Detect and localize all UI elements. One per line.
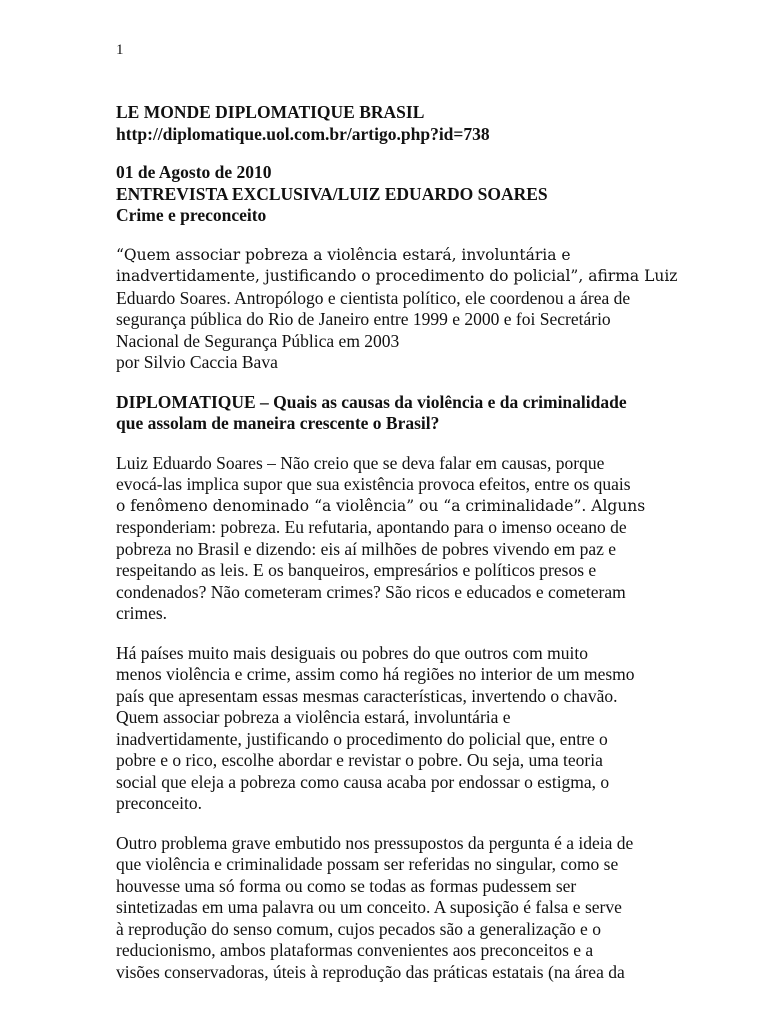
paragraph-line: pobre e o rico, escolhe abordar e revistar o pobre. Ou seja, uma teoria	[116, 750, 603, 770]
lead-line: Eduardo Soares. Antropólogo e cientista político, ele coordenou a área de	[116, 287, 631, 308]
paragraph-line: Outro problema grave embutido nos pressupostos da pergunta é a ideia de	[116, 832, 634, 853]
paragraph-line: o fenômeno denominado “a violência” ou “a criminalidade”. Alguns	[116, 496, 646, 515]
paragraph-line: inadvertidamente, justificando o procedimento do policial que, entre o	[116, 728, 608, 749]
question-line: DIPLOMATIQUE – Quais as causas da violência e da criminalidade	[116, 391, 627, 412]
paragraph-line: pobreza no Brasil e dizendo: eis aí milhões de pobres vivendo em paz e	[116, 538, 617, 559]
paragraph-line: visões conservadoras, úteis à reprodução das práticas estatais (na área da	[116, 961, 625, 982]
paragraph-line: responderiam: pobreza. Eu refutaria, apontando para o imenso oceano de	[116, 517, 627, 537]
article-section: ENTREVISTA EXCLUSIVA/LUIZ EDUARDO SOARES	[116, 183, 548, 204]
article-heading	[116, 162, 656, 227]
paragraph-line: reducionismo, ambos plataformas convenientes aos preconceitos e a	[116, 940, 594, 960]
paragraph-line: respeitando as leis. E os banqueiros, empresários e políticos presos e	[116, 560, 597, 580]
paragraph-line: crimes.	[116, 603, 168, 623]
paragraph-line: Luiz Eduardo Soares – Não creio que se deva falar em causas, porque	[116, 452, 605, 473]
article-lead	[116, 245, 678, 374]
article-date: 01 de Agosto de 2010	[116, 162, 272, 182]
article-content	[116, 102, 678, 1001]
article-title: Crime e preconceito	[116, 205, 267, 225]
paragraph-line: preconceito.	[116, 793, 202, 813]
article-url: http://diplomatique.uol.com.br/artigo.php?id=738	[116, 123, 490, 144]
paragraph-line: que violência e criminalidade possam ser referidas no singular, como se	[116, 854, 619, 874]
interview-question	[116, 392, 656, 435]
publication-header	[116, 102, 656, 145]
paragraph-line: Há países muito mais desiguais ou pobres do que outros com muito	[116, 642, 588, 663]
paragraph-line: houvesse uma só forma ou como se todas as formas pudessem ser	[116, 875, 577, 896]
answer-paragraph	[116, 833, 656, 984]
page-number: 1	[116, 42, 124, 58]
answer-paragraph	[116, 643, 656, 815]
publication-name: LE MONDE DIPLOMATIQUE BRASIL	[116, 102, 425, 122]
paragraph-line: menos violência e crime, assim como há regiões no interior de um mesmo	[116, 664, 635, 684]
lead-line: inadvertidamente, justificando o procedimento do policial”, afirma Luiz	[116, 267, 678, 285]
paragraph-line: social que eleja a pobreza como causa acaba por endossar o estigma, o	[116, 771, 610, 792]
question-line: que assolam de maneira crescente o Brasil?	[116, 413, 440, 433]
byline: por Silvio Caccia Bava	[116, 352, 278, 372]
paragraph-line: país que apresentam essas mesmas características, invertendo o chavão.	[116, 685, 618, 706]
lead-line: Nacional de Segurança Pública em 2003	[116, 330, 400, 351]
paragraph-line: evocá-las implica supor que sua existência provoca efeitos, entre os quais	[116, 474, 631, 494]
paragraph-line: Quem associar pobreza a violência estará, involuntária e	[116, 707, 511, 727]
answer-paragraph	[116, 453, 656, 625]
paragraph-line: condenados? Não cometeram crimes? São ricos e educados e cometeram	[116, 581, 626, 602]
lead-line: “Quem associar pobreza a violência estará, involuntária e	[116, 245, 571, 264]
lead-line: segurança pública do Rio de Janeiro entre 1999 e 2000 e foi Secretário	[116, 309, 611, 329]
paragraph-line: à reprodução do senso comum, cujos pecados são a generalização e o	[116, 918, 601, 939]
paragraph-line: sintetizadas em uma palavra ou um conceito. A suposição é falsa e serve	[116, 897, 622, 917]
